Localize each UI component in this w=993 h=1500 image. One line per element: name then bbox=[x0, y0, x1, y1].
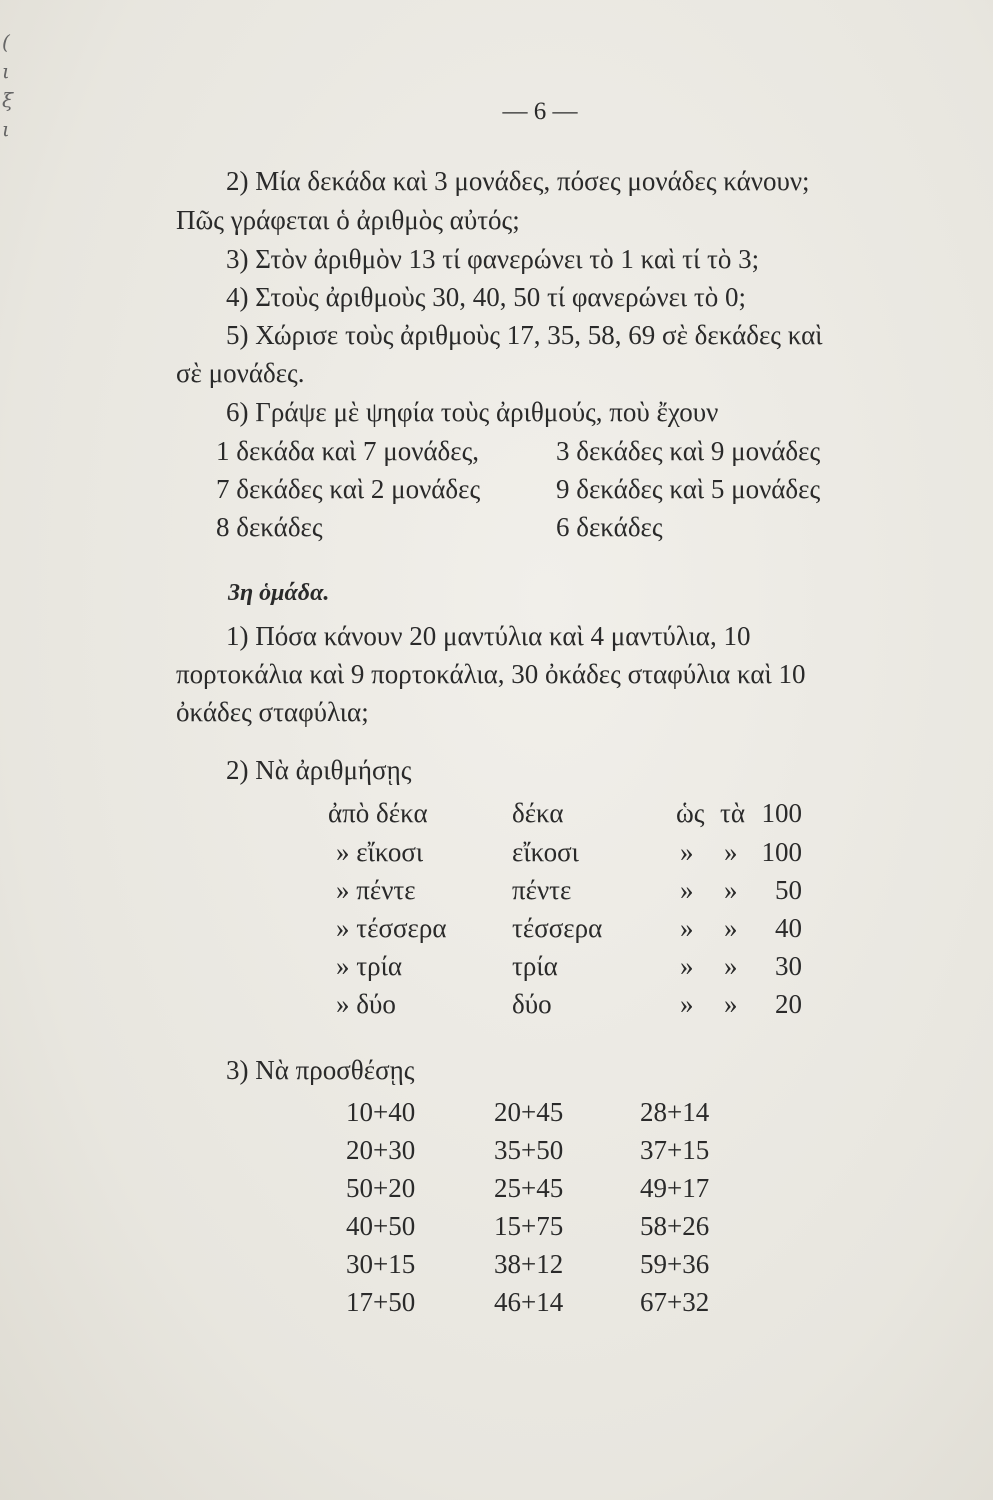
count-cell: » bbox=[680, 989, 694, 1019]
sum-cell: 38+12 bbox=[494, 1249, 564, 1279]
count-cell: 100 bbox=[761, 837, 802, 867]
sum-cell: 37+15 bbox=[640, 1135, 710, 1165]
count-cell: πέντε bbox=[512, 875, 572, 905]
section-question-3: 3) Νὰ προσθέσῃς bbox=[226, 1055, 415, 1085]
sum-cell: 50+20 bbox=[346, 1173, 416, 1203]
sum-cell: 35+50 bbox=[494, 1135, 564, 1165]
question-5-line-2: σὲ μονάδες. bbox=[176, 358, 305, 388]
count-cell: » bbox=[680, 951, 694, 981]
count-cell: 100 bbox=[761, 798, 802, 828]
sum-cell: 20+30 bbox=[346, 1135, 416, 1165]
question-4: 4) Στοὺς ἀριθμοὺς 30, 40, 50 τί φανερώνει τὸ 0; bbox=[226, 282, 747, 312]
sum-cell: 49+17 bbox=[640, 1173, 710, 1203]
count-cell: » τρία bbox=[336, 951, 402, 981]
count-cell: » δύο bbox=[336, 989, 396, 1019]
q6-item: 8 δεκάδες bbox=[216, 512, 323, 542]
margin-notes bbox=[2, 28, 20, 144]
sum-cell: 46+14 bbox=[494, 1287, 564, 1317]
section-question-1-line-2: πορτοκάλια καὶ 9 πορτοκάλια, 30 ὀκάδες σταφύλια καὶ 10 bbox=[176, 659, 806, 689]
count-cell: δύο bbox=[512, 989, 552, 1019]
section-question-1-line-1: 1) Πόσα κάνουν 20 μαντύλια καὶ 4 μαντύλια, 10 bbox=[226, 621, 751, 651]
margin-note: ι bbox=[2, 59, 10, 83]
question-2-line-2: Πῶς γράφεται ὁ ἀριθμὸς αὐτός; bbox=[176, 205, 520, 235]
count-cell: » bbox=[724, 913, 738, 943]
q6-item: 9 δεκάδες καὶ 5 μονάδες bbox=[556, 474, 821, 504]
count-cell: 20 bbox=[775, 989, 802, 1019]
section-heading: 3η ὁμάδα. bbox=[228, 580, 330, 606]
sum-cell: 30+15 bbox=[346, 1249, 416, 1279]
sum-cell: 10+40 bbox=[346, 1097, 416, 1127]
count-cell: » bbox=[680, 837, 694, 867]
count-cell: ὡς bbox=[676, 798, 705, 828]
count-cell: » bbox=[724, 989, 738, 1019]
count-cell: τέσσερα bbox=[512, 913, 603, 943]
margin-note: ( bbox=[2, 30, 10, 54]
sum-cell: 17+50 bbox=[346, 1287, 416, 1317]
q6-item: 3 δεκάδες καὶ 9 μονάδες bbox=[556, 436, 821, 466]
sum-cell: 25+45 bbox=[494, 1173, 564, 1203]
count-cell: » bbox=[724, 837, 738, 867]
sum-cell: 40+50 bbox=[346, 1211, 416, 1241]
count-cell: » bbox=[680, 875, 694, 905]
count-cell: 40 bbox=[775, 913, 802, 943]
count-cell: 30 bbox=[775, 951, 802, 981]
question-6: 6) Γράψε μὲ ψηφία τοὺς ἀριθμούς, ποὺ ἔχουν bbox=[226, 397, 719, 427]
question-5-line-1: 5) Χώρισε τοὺς ἀριθμοὺς 17, 35, 58, 69 σὲ δεκάδες καὶ bbox=[226, 320, 823, 350]
q6-item: 1 δεκάδα καὶ 7 μονάδες, bbox=[216, 436, 480, 466]
count-cell: τρία bbox=[512, 951, 558, 981]
margin-note: ξ bbox=[2, 88, 14, 112]
question-3: 3) Στὸν ἀριθμὸν 13 τί φανερώνει τὸ 1 καὶ τί τὸ 3; bbox=[226, 244, 760, 274]
sum-cell: 59+36 bbox=[640, 1249, 710, 1279]
q6-item: 7 δεκάδες καὶ 2 μονάδες bbox=[216, 474, 481, 504]
page-number: — 6 — bbox=[502, 98, 578, 125]
count-cell: » bbox=[680, 913, 694, 943]
q6-item: 6 δεκάδες bbox=[556, 512, 663, 542]
count-cell: » τέσσερα bbox=[336, 913, 447, 943]
sum-cell: 67+32 bbox=[640, 1287, 710, 1317]
count-cell: δέκα bbox=[512, 798, 564, 828]
section-question-2: 2) Νὰ ἀριθμήσῃς bbox=[226, 755, 412, 785]
count-cell: τὰ bbox=[720, 798, 745, 828]
count-cell: » bbox=[724, 951, 738, 981]
sum-cell: 15+75 bbox=[494, 1211, 564, 1241]
count-cell: εἴκοσι bbox=[512, 837, 579, 867]
sum-cell: 28+14 bbox=[640, 1097, 710, 1127]
count-cell: 50 bbox=[775, 875, 802, 905]
section-question-1-line-3: ὀκάδες σταφύλια; bbox=[176, 697, 369, 727]
sum-cell: 20+45 bbox=[494, 1097, 564, 1127]
count-cell: » πέντε bbox=[336, 875, 416, 905]
count-cell: » εἴκοσι bbox=[336, 837, 424, 867]
count-cell: » bbox=[724, 875, 738, 905]
question-2-line-1: 2) Μία δεκάδα καὶ 3 μονάδες, πόσες μονάδες κάνουν; bbox=[226, 166, 810, 196]
margin-note: ι bbox=[2, 117, 10, 141]
count-cell: ἀπὸ δέκα bbox=[328, 798, 428, 828]
sum-cell: 58+26 bbox=[640, 1211, 710, 1241]
